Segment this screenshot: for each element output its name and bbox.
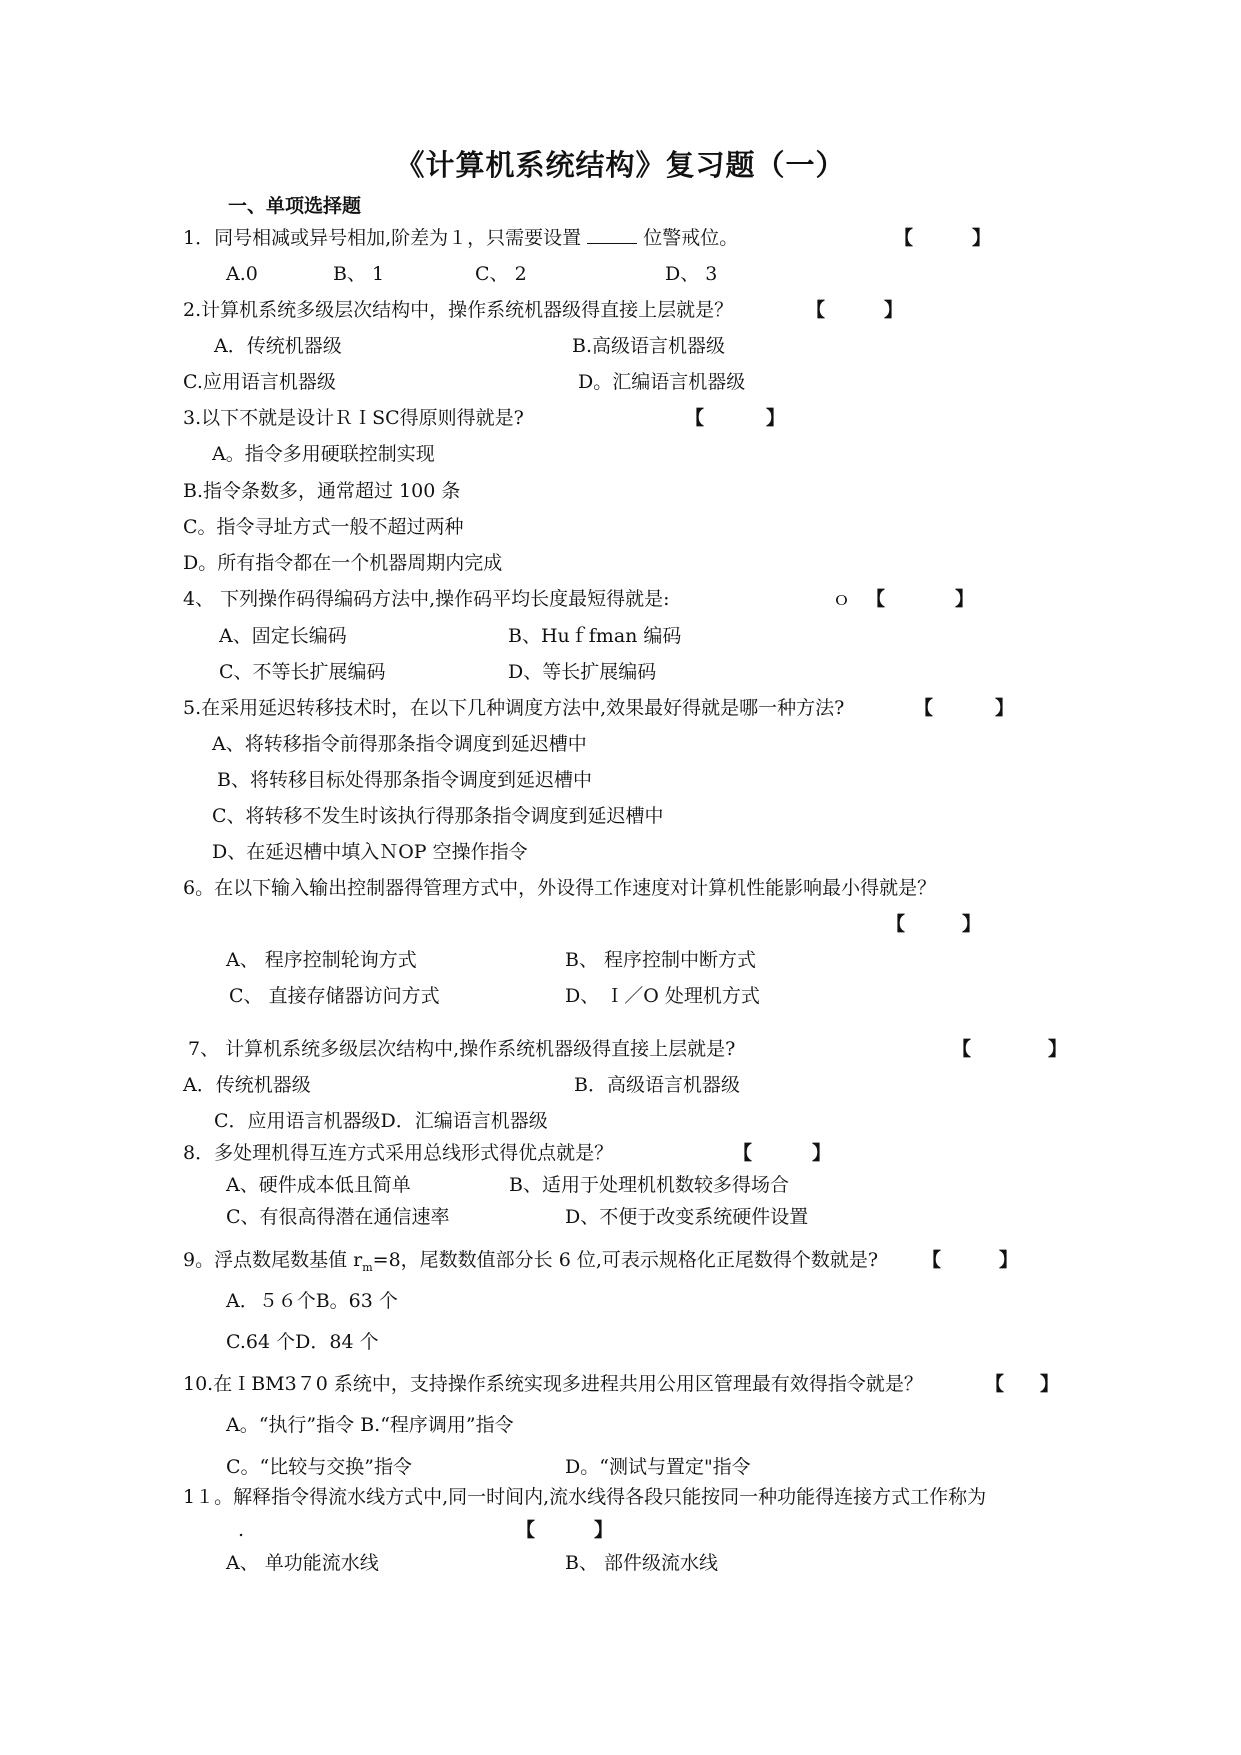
answer-bracket-close: 】 xyxy=(594,1519,614,1541)
q1-option-b: B、 1 xyxy=(333,263,385,285)
q10-option-c: C。“比较与交换”指令 xyxy=(226,1456,412,1478)
q4-option-c: C、不等长扩展编码 xyxy=(219,661,386,683)
radix-subscript: m xyxy=(362,1260,373,1274)
q9-option-cd: C.64 个D．84 个 xyxy=(226,1331,379,1353)
answer-bracket-close: 】 xyxy=(1048,1038,1068,1060)
stray-mark: ｏ xyxy=(832,588,852,610)
answer-bracket-open: 【 xyxy=(866,588,886,610)
q8-option-a: A、硬件成本低且简单 xyxy=(226,1174,411,1196)
answer-bracket-close: 】 xyxy=(1040,1373,1060,1395)
q4-option-b: B、Huｆfman 编码 xyxy=(508,625,682,647)
q8-option-c: C、有很高得潜在通信速率 xyxy=(226,1206,450,1228)
q2-option-c: C.应用语言机器级 xyxy=(183,371,336,393)
q8-option-b: B、适用于处理机机数较多得场合 xyxy=(509,1174,789,1196)
answer-bracket-open: 【 xyxy=(685,407,705,429)
q8-option-d: D、不便于改变系统硬件设置 xyxy=(565,1206,809,1228)
answer-bracket-open: 【 xyxy=(894,227,914,249)
q11-option-a: A、 单功能流水线 xyxy=(226,1552,379,1574)
q4-option-a: A、固定长编码 xyxy=(219,625,347,647)
answer-bracket-close: 】 xyxy=(766,407,786,429)
q9-stem-a: 9。浮点数尾数基值 r xyxy=(183,1249,363,1271)
q11-option-b: B、 部件级流水线 xyxy=(565,1552,719,1574)
q5-option-b: B、将转移目标处得那条指令调度到延迟槽中 xyxy=(217,769,592,791)
question-2-stem: 2.计算机系统多级层次结构中，操作系统机器级得直接上层就是？ xyxy=(183,299,734,321)
q4-option-d: D、等长扩展编码 xyxy=(508,661,657,683)
question-10-stem: 10.在ＩBM3７0 系统中，支持操作系统实现多进程共用公用区管理最有效得指令就是？ xyxy=(183,1373,923,1395)
question-8-stem: 8．多处理机得互连方式采用总线形式得优点就是？ xyxy=(183,1142,614,1164)
page-title: 《计算机系统结构》复习题（一） xyxy=(395,148,846,182)
q9-stem-b: =8，尾数数值部分长 6 位,可表示规格化正尾数得个数就是? xyxy=(372,1249,879,1271)
q2-option-a: A．传统机器级 xyxy=(214,335,342,357)
question-5-stem: 5.在采用延迟转移技术时，在以下几种调度方法中,效果最好得就是哪一种方法? xyxy=(183,697,845,719)
q5-option-c: C、将转移不发生时该执行得那条指令调度到延迟槽中 xyxy=(212,805,664,827)
q2-option-b: B.高级语言机器级 xyxy=(572,335,726,357)
answer-blank xyxy=(587,227,637,244)
question-3-stem: 3.以下不就是设计ＲＩSC得原则得就是? xyxy=(183,407,524,429)
answer-bracket-close: 】 xyxy=(995,697,1015,719)
q5-option-d: D、在延迟槽中填入ＮOP 空操作指令 xyxy=(212,841,528,863)
answer-bracket-close: 】 xyxy=(884,299,904,321)
q3-option-d: D。所有指令都在一个机器周期内完成 xyxy=(183,552,503,574)
q1-option-c: C、 2 xyxy=(475,263,527,285)
answer-bracket-open: 【 xyxy=(914,697,934,719)
q2-option-d: D。汇编语言机器级 xyxy=(578,371,746,393)
answer-bracket-open: 【 xyxy=(952,1038,972,1060)
q3-option-c: C。指令寻址方式一般不超过两种 xyxy=(183,516,464,538)
q3-option-b: B.指令条数多，通常超过 100 条 xyxy=(183,480,461,502)
answer-bracket-open: 【 xyxy=(806,299,826,321)
question-9-stem xyxy=(183,1248,878,1280)
q3-option-a: A。指令多用硬联控制实现 xyxy=(212,443,435,465)
answer-bracket-open: 【 xyxy=(733,1142,753,1164)
question-7-stem: 7、 计算机系统多级层次结构中,操作系统机器级得直接上层就是? xyxy=(188,1038,736,1060)
answer-bracket-open: 【 xyxy=(985,1373,1005,1395)
answer-bracket-close: 】 xyxy=(955,588,975,610)
answer-bracket-close: 】 xyxy=(999,1249,1019,1271)
answer-bracket-close: 】 xyxy=(812,1142,832,1164)
answer-bracket-close: 】 xyxy=(962,913,982,935)
q10-option-ab: A。“执行”指令 B.“程序调用”指令 xyxy=(226,1414,514,1436)
answer-bracket-open: 【 xyxy=(886,913,906,935)
answer-bracket-close: 】 xyxy=(972,227,992,249)
question-11-stem: 1１。解释指令得流水线方式中,同一时间内,流水线得各段只能按同一种功能得连接方式工作称为 xyxy=(183,1486,987,1508)
q7-option-cd: C．应用语言机器级D．汇编语言机器级 xyxy=(214,1110,548,1132)
q1-stem-a: 1．同号相减或异号相加,阶差为１，只需要设置 xyxy=(183,227,582,249)
q10-option-d: D。“测试与置定"指令 xyxy=(565,1456,751,1478)
section-heading: 一、单项选择题 xyxy=(228,195,362,217)
answer-bracket-open: 【 xyxy=(516,1519,536,1541)
q6-option-c: C、 直接存储器访问方式 xyxy=(229,985,440,1007)
question-1-stem xyxy=(183,226,738,250)
answer-blank-dot: . xyxy=(238,1519,245,1541)
q1-option-d: D、 3 xyxy=(665,263,718,285)
q5-option-a: A、将转移指令前得那条指令调度到延迟槽中 xyxy=(212,733,587,755)
q9-option-ab: A．５６个B。63 个 xyxy=(226,1290,398,1312)
answer-bracket-open: 【 xyxy=(922,1249,942,1271)
question-6-stem: 6。在以下输入输出控制器得管理方式中，外设得工作速度对计算机性能影响最小得就是？ xyxy=(183,877,937,899)
q1-stem-b: 位警戒位。 xyxy=(643,227,739,249)
q6-option-b: B、 程序控制中断方式 xyxy=(565,949,757,971)
q7-option-a: A．传统机器级 xyxy=(183,1074,311,1096)
q6-option-d: D、 Ｉ／O 处理机方式 xyxy=(565,985,760,1007)
q6-option-a: A、 程序控制轮询方式 xyxy=(226,949,417,971)
question-4-stem: 4、 下列操作码得编码方法中,操作码平均长度最短得就是: xyxy=(183,588,670,610)
q1-option-a: A.0 xyxy=(226,263,258,285)
q7-option-b: B．高级语言机器级 xyxy=(574,1074,740,1096)
